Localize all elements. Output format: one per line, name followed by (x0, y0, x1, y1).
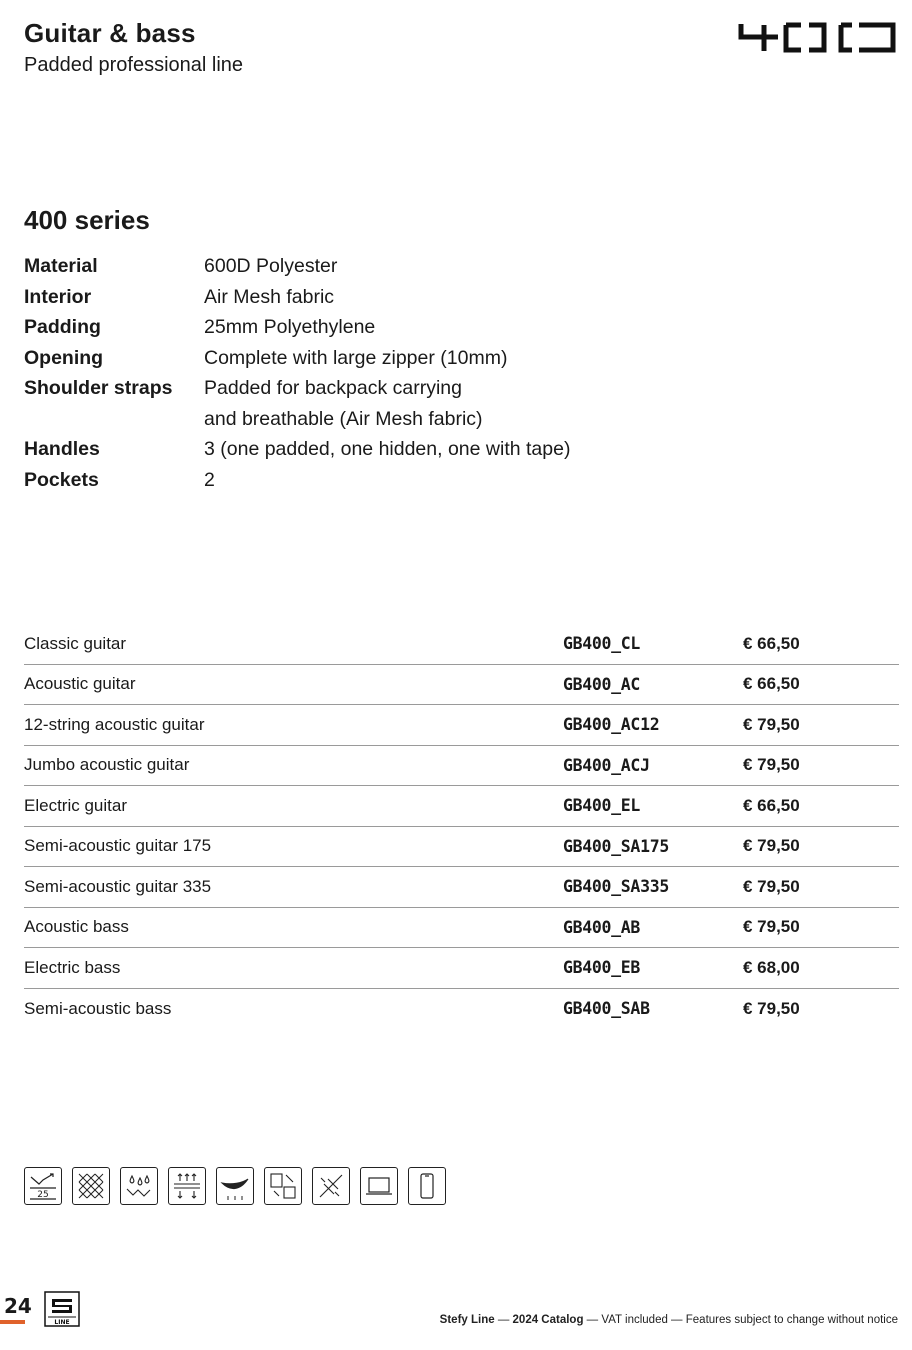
product-code: GB400_AC12 (563, 715, 660, 735)
product-name: Jumbo acoustic guitar (24, 755, 190, 775)
product-name: Classic guitar (24, 633, 127, 653)
product-name: Acoustic bass (24, 917, 129, 937)
product-name: Acoustic guitar (24, 674, 136, 694)
product-name: Electric bass (24, 957, 121, 977)
footer-catalog: 2024 Catalog (512, 1314, 584, 1326)
spec-value: Air Mesh fabric (204, 285, 335, 308)
spec-value: and breathable (Air Mesh fabric) (204, 407, 483, 430)
product-row (24, 746, 899, 787)
product-code: GB400_EB (563, 958, 641, 978)
product-row (24, 786, 899, 827)
product-price: € 79,50 (743, 836, 800, 856)
spec-row (24, 251, 664, 282)
spec-label (24, 404, 204, 435)
product-name: Electric guitar (24, 795, 127, 815)
product-table (24, 624, 899, 1029)
footer-text: — VAT included — Features subject to change without notice (583, 1314, 898, 1326)
product-code: GB400_SA335 (563, 877, 669, 897)
product-code: GB400_EL (563, 796, 641, 816)
spec-value: 2 (204, 468, 215, 491)
phone-icon (408, 1167, 446, 1205)
footer-note (440, 1314, 898, 1326)
page-accent-bar (0, 1320, 25, 1324)
travel-icon (312, 1167, 350, 1205)
spec-label: Material (24, 255, 98, 277)
product-row (24, 989, 899, 1030)
product-price: € 79,50 (743, 917, 800, 937)
product-price: € 66,50 (743, 795, 800, 815)
product-name: Semi-acoustic bass (24, 998, 172, 1018)
spec-label: Pockets (24, 468, 99, 491)
lightweight-feather-icon (216, 1167, 254, 1205)
spec-value: Padded for backpack carrying (204, 377, 462, 399)
product-code: GB400_SAB (563, 999, 650, 1019)
product-row (24, 705, 899, 746)
page-number: 24 (4, 1294, 32, 1318)
spec-row (24, 373, 664, 404)
product-price: € 79,50 (743, 998, 800, 1018)
product-code: GB400_ACJ (563, 755, 650, 775)
series-title: 400 series (24, 205, 150, 235)
spec-list (24, 251, 664, 495)
feature-icons (24, 1167, 446, 1205)
series-400-logo (738, 20, 898, 54)
spec-label: Padding (24, 316, 101, 338)
page-subtitle: Padded professional line (24, 54, 244, 76)
pockets-icon (264, 1167, 302, 1205)
spec-value: 600D Polyester (204, 255, 338, 277)
product-row (24, 665, 899, 706)
svg-text:LINE: LINE (54, 1319, 70, 1326)
padding-25mm-icon (24, 1167, 62, 1205)
spec-row (24, 282, 664, 313)
mesh-fabric-icon (72, 1167, 110, 1205)
spec-row (24, 404, 664, 435)
page-title: Guitar & bass (24, 18, 196, 48)
product-price: € 79,50 (743, 755, 800, 775)
spec-label: Interior (24, 285, 92, 308)
spec-row (24, 343, 664, 374)
spec-value: 25mm Polyethylene (204, 316, 376, 338)
footer-brand: Stefy Line (439, 1314, 495, 1326)
product-row (24, 948, 899, 989)
laptop-icon (360, 1167, 398, 1205)
product-code: GB400_AC (563, 674, 641, 694)
product-row (24, 908, 899, 949)
product-name: Semi-acoustic guitar 175 (24, 836, 212, 856)
product-code: GB400_CL (563, 634, 641, 654)
product-price: € 66,50 (743, 633, 800, 653)
product-row (24, 624, 899, 665)
spec-row (24, 465, 664, 496)
product-name: Semi-acoustic guitar 335 (24, 876, 212, 896)
product-price: € 79,50 (743, 714, 800, 734)
spec-row (24, 434, 664, 465)
product-price: € 66,50 (743, 674, 800, 694)
spec-label: Shoulder straps (24, 377, 173, 399)
footer-separator: — (494, 1314, 513, 1326)
breathable-icon (168, 1167, 206, 1205)
product-price: € 79,50 (743, 876, 800, 896)
spec-value: 3 (one padded, one hidden, one with tape) (204, 438, 571, 460)
brand-logo (44, 1291, 80, 1327)
product-row (24, 867, 899, 908)
product-row (24, 827, 899, 868)
spec-value: Complete with large zipper (10mm) (204, 346, 508, 369)
spec-row (24, 312, 664, 343)
water-repellent-icon (120, 1167, 158, 1205)
product-code: GB400_SA175 (563, 836, 669, 856)
product-price: € 68,00 (743, 957, 800, 977)
spec-label: Handles (24, 438, 100, 460)
spec-label: Opening (24, 346, 104, 369)
product-code: GB400_AB (563, 917, 641, 937)
svg-text:25: 25 (37, 1190, 49, 1200)
product-name: 12-string acoustic guitar (24, 714, 205, 734)
